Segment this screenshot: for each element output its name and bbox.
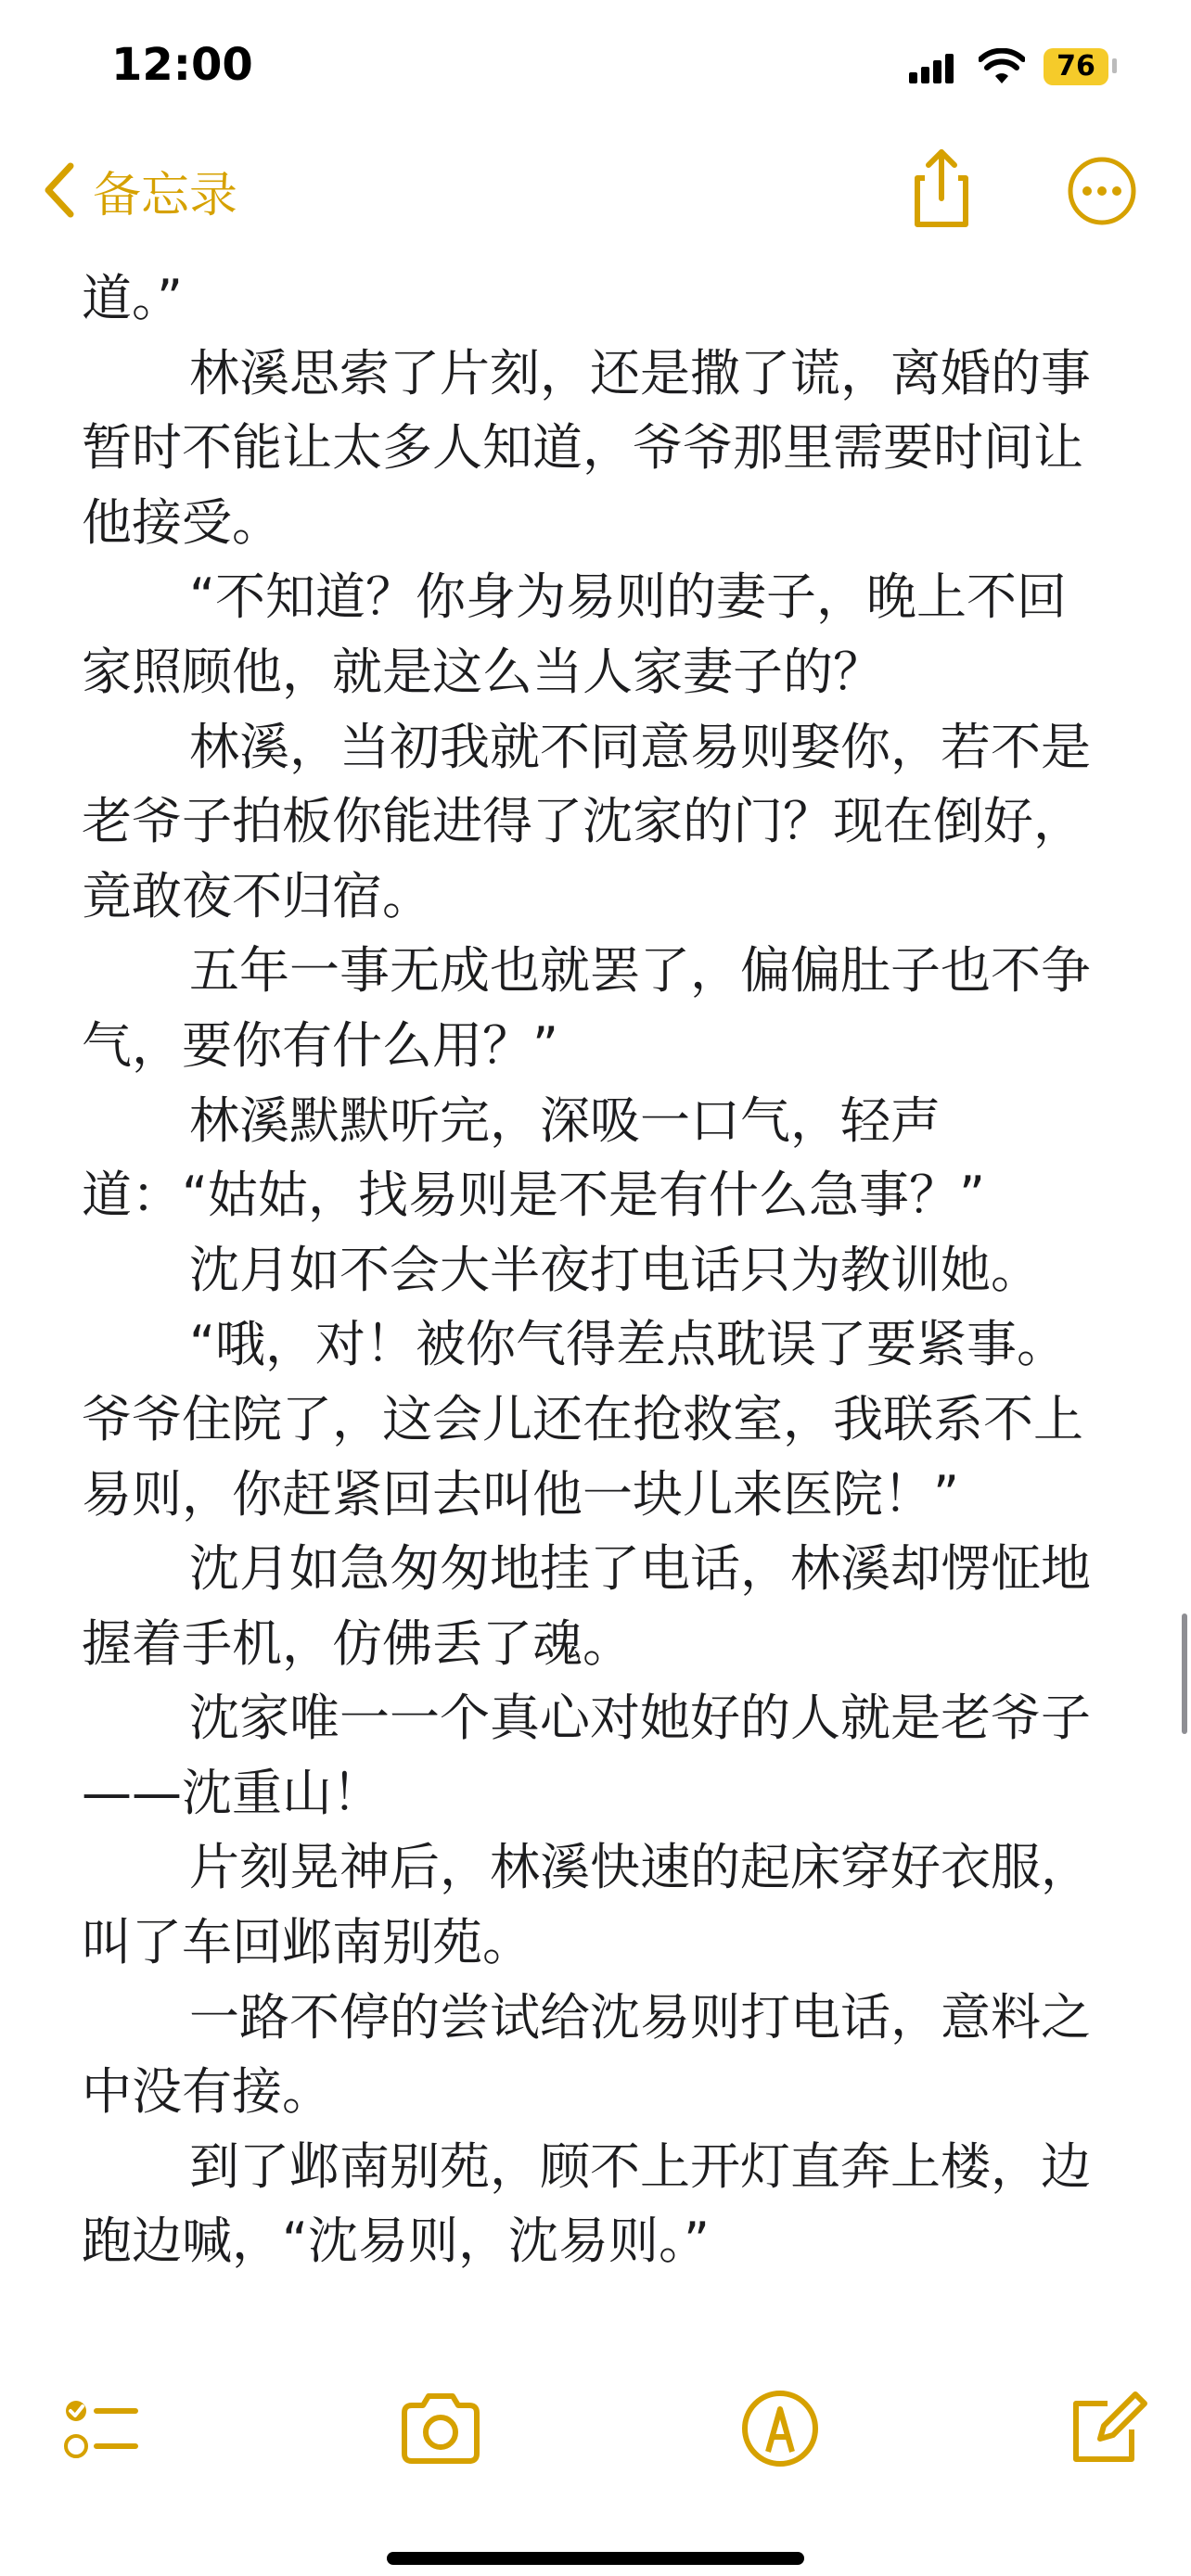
paragraph: 道。” (82, 269, 183, 327)
back-button[interactable] (33, 153, 237, 227)
battery-level: 76 (1057, 50, 1095, 83)
paragraph: 沈月如急匆匆地挂了电话，林溪却愣怔地握着手机，仿佛丢了魂。 (82, 1539, 1091, 1673)
more-icon[interactable] (1067, 156, 1137, 226)
paragraph: 沈月如不会大半夜打电话只为教训她。 (189, 1240, 1041, 1299)
status-time: 12:00 (111, 39, 253, 91)
scrolled-text-ghost (82, 0, 1111, 74)
paragraph: 林溪，当初我就不同意易则娶你，若不是老爷子拍板你能进得了沈家的门？现在倒好，竟敢夜不归宿。 (82, 717, 1091, 925)
paragraph: 片刻晃神后，林溪快速的起床穿好衣服，叫了车回邺南别苑。 (82, 1838, 1091, 1972)
note-body[interactable] (82, 261, 1113, 2279)
scroll-indicator[interactable] (1182, 1613, 1187, 1734)
camera-icon[interactable] (399, 2387, 482, 2470)
back-label: 备忘录 (93, 167, 238, 223)
markup-pen-icon[interactable] (738, 2387, 822, 2470)
battery-cap (1112, 58, 1117, 73)
chevron-left-icon (33, 153, 89, 227)
checklist-icon[interactable] (58, 2387, 141, 2470)
paragraph: 一路不停的尝试给沈易则打电话，意料之中没有接。 (82, 1987, 1091, 2122)
paragraph: 沈家唯一一个真心对她好的人就是老爷子——沈重山！ (82, 1689, 1091, 1822)
paragraph: 五年一事无成也就罢了，偏偏肚子也不争气，要你有什么用？” (82, 941, 1091, 1075)
paragraph: “不知道？你身为易则的妻子，晚上不回家照顾他，就是这么当人家妻子的？ (82, 567, 1067, 701)
paragraph: 林溪默默听完，深吸一口气，轻声道：“姑姑，找易则是不是有什么急事？” (82, 1090, 985, 1225)
paragraph: 林溪思索了片刻，还是撒了谎，离婚的事暂时不能让太多人知道，爷爷那里需要时间让他接受。 (82, 343, 1091, 552)
share-icon[interactable] (904, 147, 979, 230)
compose-icon[interactable] (1067, 2387, 1150, 2470)
paragraph: 到了邺南别苑，顾不上开灯直奔上楼，边跑边喊，“沈易则，沈易则。” (82, 2136, 1091, 2271)
paragraph: “哦，对！被你气得差点耽误了要紧事。爷爷住院了，这会儿还在抢救室，我联系不上易则，你赶紧回去叫他一块儿来医院！” (82, 1315, 1083, 1524)
home-indicator[interactable] (387, 2552, 804, 2565)
